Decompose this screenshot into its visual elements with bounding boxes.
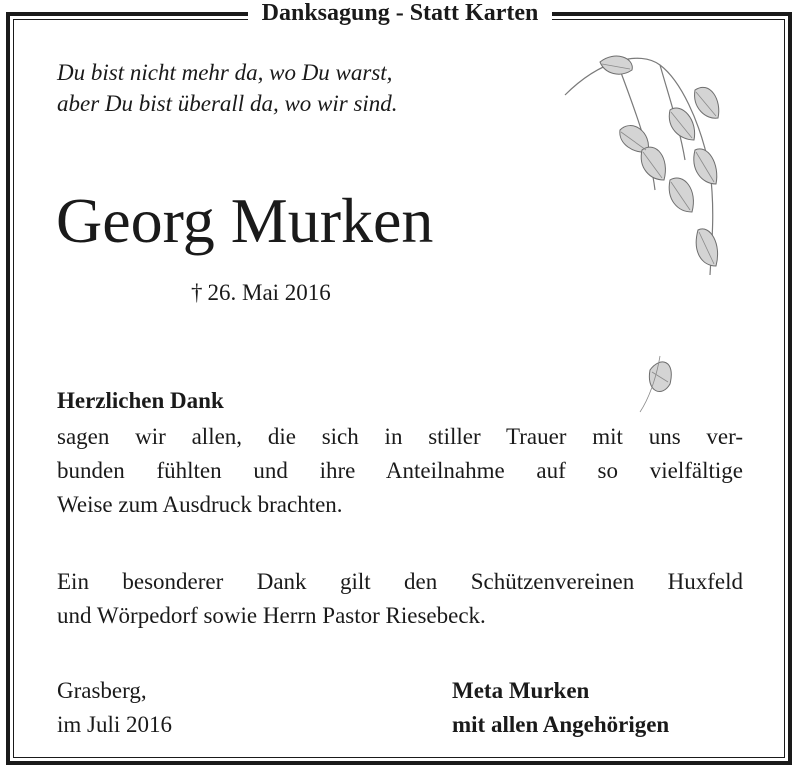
- signer-suffix: mit allen Angehörigen: [452, 712, 670, 737]
- header: [0, 0, 800, 26]
- date: im Juli 2016: [57, 712, 173, 737]
- paragraph-line: sagen wir allen, die sich in stiller Trauer mit uns ver-: [57, 424, 743, 449]
- signature-block: [452, 674, 669, 742]
- death-date-line: [191, 279, 331, 307]
- paragraph-line: Ein besonderer Dank gilt den Schützenvereinen Huxfeld: [57, 569, 743, 594]
- deceased-name: Georg Murken: [56, 185, 434, 256]
- place: Grasberg,: [57, 678, 147, 703]
- thanks-title: Herzlichen Dank: [57, 388, 224, 413]
- birch-leaves-icon: [560, 40, 730, 420]
- place-and-date: [57, 674, 172, 742]
- dagger-symbol: †: [191, 280, 203, 305]
- death-date: 26. Mai 2016: [207, 280, 331, 305]
- paragraph-line: bunden fühlten und ihre Anteilnahme auf so vielfältige: [57, 458, 743, 483]
- thanks-paragraph-1: [57, 420, 743, 522]
- quote-line-2: aber Du bist überall da, wo wir sind.: [57, 91, 398, 116]
- paragraph-line: Weise zum Ausdruck brachten.: [57, 492, 343, 517]
- quote-line-1: Du bist nicht mehr da, wo Du warst,: [57, 60, 393, 85]
- quote: [57, 57, 398, 119]
- signer-name: Meta Murken: [452, 678, 590, 703]
- header-title: Danksagung - Statt Karten: [248, 0, 553, 26]
- thanks-paragraph-2: [57, 565, 743, 633]
- paragraph-line: und Wörpedorf sowie Herrn Pastor Riesebeck.: [57, 603, 486, 628]
